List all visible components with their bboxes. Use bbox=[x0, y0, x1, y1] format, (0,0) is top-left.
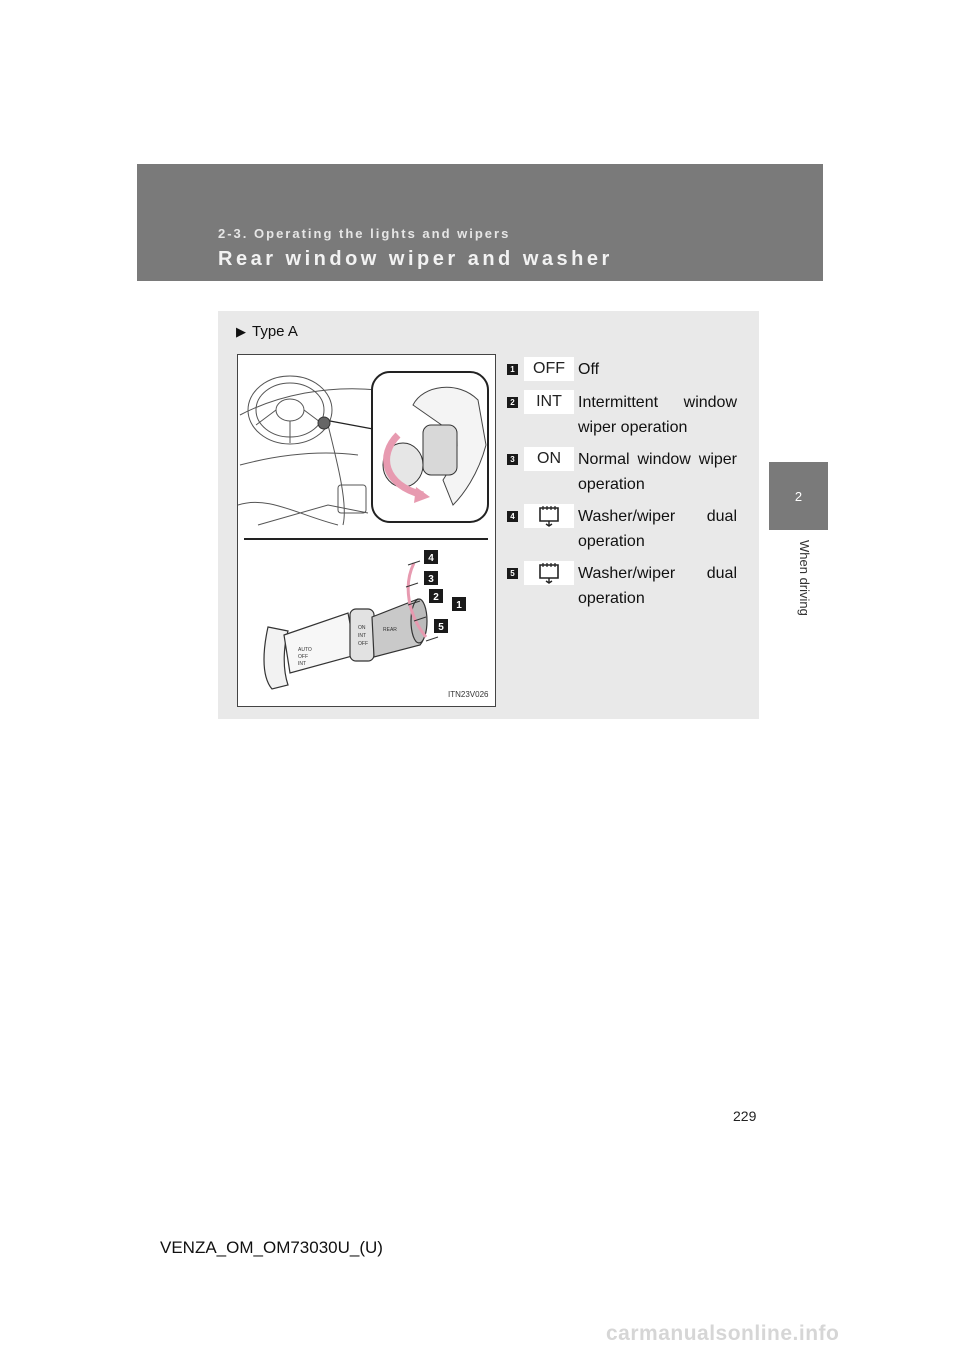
page-title: Rear window wiper and washer bbox=[218, 248, 613, 270]
page-number: 229 bbox=[733, 1108, 757, 1124]
legend-symbol: INT bbox=[524, 390, 574, 414]
callout-4-label: 4 bbox=[428, 553, 434, 564]
watermark: carmanualsonline.info bbox=[606, 1322, 840, 1345]
wiper-illustration bbox=[237, 354, 496, 707]
callout-2-label: 2 bbox=[433, 592, 439, 603]
stalk-tip-drawing bbox=[318, 417, 330, 429]
type-label bbox=[236, 323, 298, 340]
callout-2 bbox=[429, 589, 443, 603]
chapter-tab[interactable] bbox=[769, 462, 828, 530]
callout-3-label: 3 bbox=[428, 574, 434, 585]
legend-number: 3 bbox=[507, 454, 518, 465]
leader-line bbox=[330, 421, 373, 429]
content-panel bbox=[218, 311, 759, 719]
svg-text:INT: INT bbox=[358, 633, 367, 639]
dashboard-drawing bbox=[238, 376, 378, 525]
svg-text:AUTO: AUTO bbox=[298, 647, 312, 653]
legend-symbol bbox=[524, 561, 574, 585]
triangle-bullet-icon: ▶ bbox=[236, 324, 246, 339]
legend-number: 5 bbox=[507, 568, 518, 579]
callout-1-label: 1 bbox=[456, 600, 462, 611]
legend-text: Washer/wiper dual operation bbox=[578, 565, 737, 607]
document-code: VENZA_OM_OM73030U_(U) bbox=[160, 1238, 383, 1257]
legend-symbol: OFF bbox=[524, 357, 574, 381]
svg-text:OFF: OFF bbox=[298, 654, 308, 660]
legend-number: 4 bbox=[507, 511, 518, 522]
callout-3 bbox=[424, 571, 438, 585]
callout-5-label: 5 bbox=[438, 622, 444, 633]
wiper-lever-drawing bbox=[264, 599, 427, 689]
svg-text:OFF: OFF bbox=[358, 641, 368, 647]
chapter-number: 2 bbox=[794, 488, 803, 504]
legend-number: 1 bbox=[507, 364, 518, 375]
legend-symbol: ON bbox=[524, 447, 574, 471]
svg-text:ON: ON bbox=[358, 625, 366, 631]
callout-1 bbox=[452, 597, 466, 611]
illustration-drawing bbox=[238, 355, 497, 708]
legend-text: Off bbox=[578, 361, 600, 378]
callout-5 bbox=[434, 619, 448, 633]
legend-number: 2 bbox=[507, 397, 518, 408]
legend-text: Washer/wiper dual operation bbox=[578, 508, 737, 550]
svg-text:INT: INT bbox=[298, 661, 307, 667]
legend-symbol bbox=[524, 504, 574, 528]
svg-text:REAR: REAR bbox=[383, 627, 397, 633]
figure-code: ITN23V026 bbox=[448, 690, 489, 699]
type-label-text: Type A bbox=[252, 323, 298, 340]
section-label: 2-3. Operating the lights and wipers bbox=[218, 226, 511, 241]
callout-4 bbox=[424, 550, 438, 564]
washer-icon bbox=[537, 562, 561, 584]
legend-text: Intermittent window wiper operation bbox=[578, 394, 737, 436]
legend-text: Normal window wiper operation bbox=[578, 451, 737, 493]
chapter-label: When driving bbox=[797, 540, 812, 616]
header-band bbox=[137, 164, 823, 281]
washer-icon bbox=[537, 505, 561, 527]
